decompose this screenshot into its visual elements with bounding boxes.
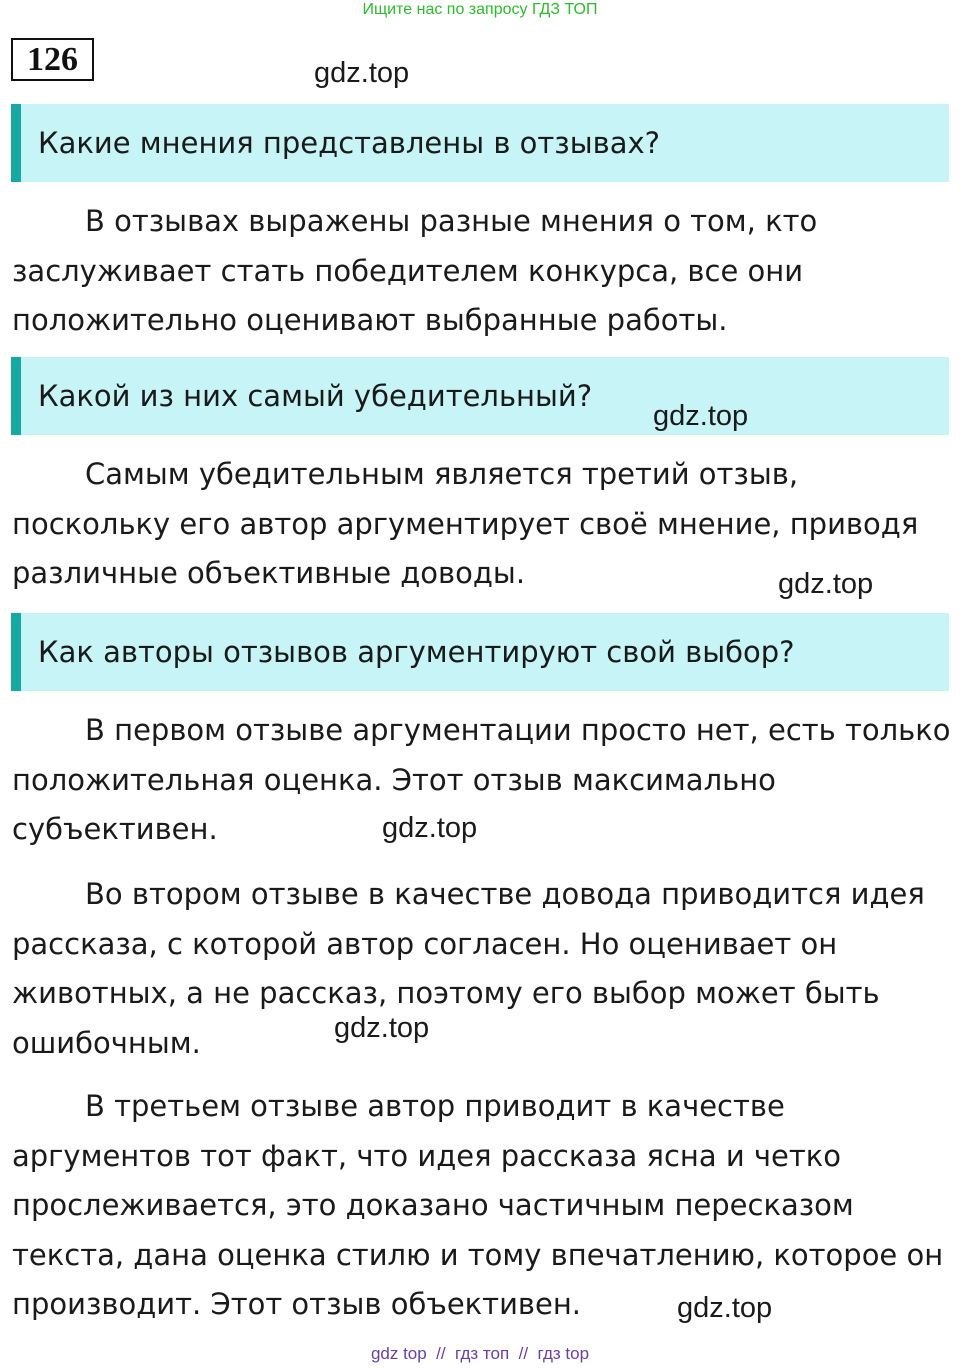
answer-5: В третьем отзыве автор приводит в качестве аргументов тот факт, что идея рассказа ясна и четко прослеживается, это доказано частичным пересказом текста, дана оценка стилю и тому впечатлению, которое он производит. Этот отзыв объективен.	[12, 1089, 944, 1321]
watermark: gdz.top	[314, 57, 410, 89]
watermark: gdz.top	[334, 1012, 430, 1044]
question-3: Как авторы отзывов аргументируют свой выбор?	[11, 613, 949, 691]
watermark: gdz.top	[382, 812, 478, 844]
watermark: gdz.top	[677, 1292, 773, 1324]
watermark: gdz.top	[653, 400, 749, 432]
question-2: Какой из них самый убедительный?	[11, 357, 949, 435]
answer-1: В отзывах выражены разные мнения о том, кто заслуживает стать победителем конкурса, все они положительно оценивают выбранные работы.	[12, 204, 818, 337]
answer-2: Самым убедительным является третий отзыв, поскольку его автор аргументирует своё мнение, приводя различные объективные доводы.	[12, 457, 919, 590]
task-number: 126	[11, 38, 94, 81]
answer-3: В первом отзыве аргументации просто нет, есть только положительная оценка. Этот отзыв максимально субъективен.	[12, 713, 951, 846]
watermark: gdz.top	[778, 568, 874, 600]
footer-links: gdz top // гдз топ // гдз top	[370, 1344, 590, 1363]
question-1: Какие мнения представлены в отзывах?	[11, 104, 949, 182]
top-banner: Ищите нас по запросу ГДЗ ТОП	[362, 1, 598, 18]
answer-4: Во втором отзыве в качестве довода приводится идея рассказа, с которой автор согласен. Но оценивает он животных, а не рассказ, поэтому его выбор может быть ошибочным.	[12, 877, 925, 1060]
